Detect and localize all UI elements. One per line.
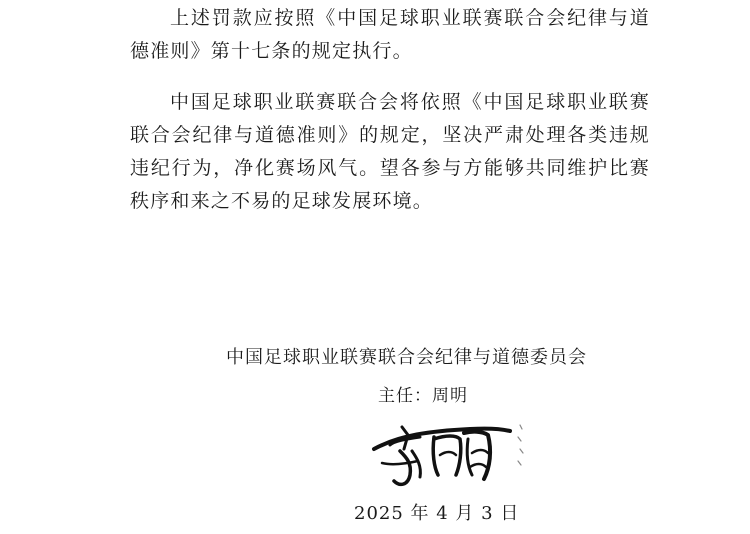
signature-director-title: 主任：周明 bbox=[378, 386, 468, 406]
handwritten-signature bbox=[360, 405, 540, 495]
signature-organization: 中国足球职业联赛联合会纪律与道德委员会 bbox=[226, 347, 587, 368]
paragraph-fine-execution: 上述罚款应按照《中国足球职业联赛联合会纪律与道德准则》第十七条的规定执行。 bbox=[130, 7, 650, 62]
signature-date: 2025 年 4 月 3 日 bbox=[354, 503, 520, 524]
paragraph-discipline-statement: 中国足球职业联赛联合会将依照《中国足球职业联赛联合会纪律与道德准则》的规定，坚决严肃处理各类违规违纪行为，净化赛场风气。望各参与方能够共同维护比赛秩序和来之不易的足球发展环境。 bbox=[130, 91, 650, 212]
